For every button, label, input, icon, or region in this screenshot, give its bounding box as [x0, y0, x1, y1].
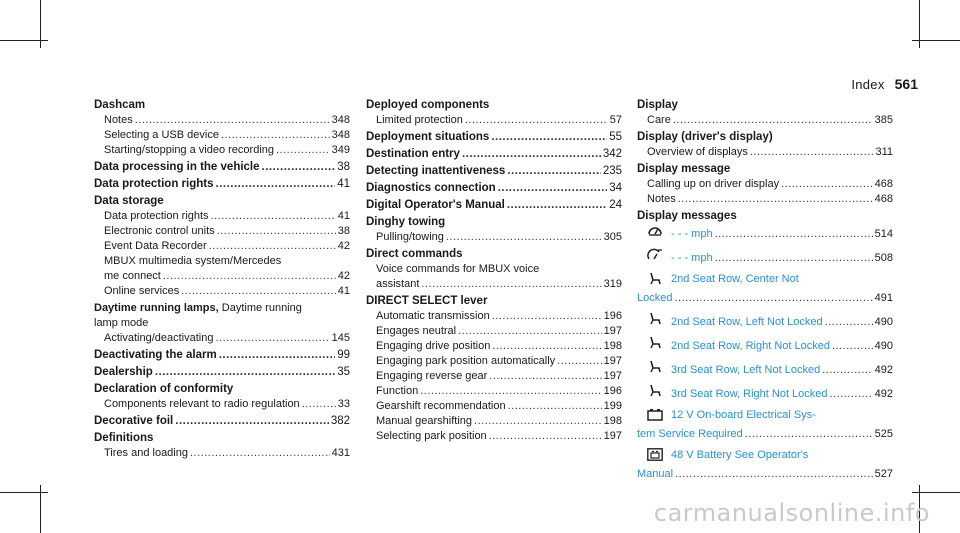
sub-entry[interactable]: me connect ..... 42 — [94, 269, 350, 284]
entry-heading: Definitions — [94, 432, 154, 444]
sub-entry[interactable]: Activating/deactivating ..... 145 — [94, 331, 350, 346]
entry-heading: Deployed components — [366, 99, 490, 111]
index-entry-data-processing[interactable]: Data processing in the vehicle ..... 38 — [94, 160, 350, 175]
page-number: 561 — [894, 76, 918, 92]
index-column-2 — [366, 98, 622, 446]
index-entry-declaration — [94, 382, 350, 412]
entry-heading: Daytime running lamps, Daytime running — [94, 302, 302, 314]
seat-icon — [647, 272, 663, 285]
manual-battery-icon — [647, 448, 663, 461]
seat-icon — [647, 384, 663, 397]
sub-entry-line1[interactable]: Voice commands for MBUX voice — [376, 263, 540, 275]
index-entry-detecting-inattentiveness[interactable]: Detecting inattentiveness ..... 235 — [366, 164, 622, 179]
entry-heading: Dinghy towing — [366, 216, 446, 228]
sub-entry[interactable]: Automatic transmission ..... 196 — [366, 309, 622, 324]
sub-entry[interactable]: Gearshift recommendation ..... 199 — [366, 399, 622, 414]
sub-entry[interactable]: Notes ..... 468 — [637, 192, 893, 207]
sub-entry[interactable]: Engaging drive position ..... 198 — [366, 339, 622, 354]
sub-entry[interactable]: Care ..... 385 — [637, 113, 893, 128]
entry-heading: Display (driver's display) — [637, 131, 773, 143]
entry-heading: Data storage — [94, 195, 164, 207]
index-entry-display-messages — [637, 209, 893, 482]
sub-entry-line1[interactable]: MBUX multimedia system/Mercedes — [104, 255, 282, 267]
sub-entry[interactable]: Engages neutral ..... 197 — [366, 324, 622, 339]
battery-icon — [647, 408, 663, 421]
sub-entry[interactable]: Manual ..... 527 — [637, 467, 893, 482]
sub-entry[interactable]: 3rd Seat Row, Left Not Locked ..... 492 — [637, 360, 893, 378]
sub-entry[interactable]: Limited protection ..... 57 — [366, 113, 622, 128]
sub-entry[interactable]: Overview of displays ..... 311 — [637, 145, 893, 160]
sub-entry[interactable]: 3rd Seat Row, Right Not Locked ..... 492 — [637, 384, 893, 402]
watermark: carmanualsonline.info — [653, 499, 930, 527]
sub-entry[interactable]: Starting/stopping a video recording ..... 349 — [94, 143, 350, 158]
entry-heading: Declaration of conformity — [94, 383, 234, 395]
sub-entry[interactable]: - - - mph ..... 514 — [637, 224, 893, 242]
index-entry-display-message — [637, 162, 893, 207]
index-entry-destination-entry[interactable]: Destination entry ..... 342 — [366, 147, 622, 162]
seat-icon — [647, 360, 663, 373]
sub-entry[interactable]: Selecting park position ..... 197 — [366, 429, 622, 444]
sub-entry[interactable]: Tires and loading ..... 431 — [94, 446, 350, 461]
entry-heading: Display message — [637, 163, 731, 175]
sub-entry[interactable]: Electronic control units ..... 38 — [94, 224, 350, 239]
entry-heading-cont: lamp mode — [94, 317, 149, 329]
sub-entry[interactable]: 2nd Seat Row, Right Not Locked ..... 490 — [637, 336, 893, 354]
index-entry-display-driver — [637, 130, 893, 160]
sub-entry[interactable]: Calling up on driver display ..... 468 — [637, 177, 893, 192]
index-entry-digital-manual[interactable]: Digital Operator's Manual ..... 24 — [366, 198, 622, 213]
index-entry-data-storage — [94, 194, 350, 299]
index-entry-daytime — [94, 301, 350, 346]
index-column-1 — [94, 98, 350, 463]
sub-entry[interactable]: Selecting a USB device ..... 348 — [94, 128, 350, 143]
entry-heading: Display — [637, 99, 678, 111]
index-entry-decorative-foil[interactable]: Decorative foil ..... 382 — [94, 414, 350, 429]
sub-entry[interactable]: Notes ..... 348 — [94, 113, 350, 128]
index-entry-deactivating-alarm[interactable]: Deactivating the alarm ..... 99 — [94, 348, 350, 363]
cruise-control-icon — [647, 224, 663, 237]
sub-entry[interactable]: Event Data Recorder ..... 42 — [94, 239, 350, 254]
index-entry-display — [637, 98, 893, 128]
index-entry-direct-commands — [366, 247, 622, 292]
entry-heading: DIRECT SELECT lever — [366, 295, 488, 307]
sub-entry[interactable]: Manual gearshifting ..... 198 — [366, 414, 622, 429]
sub-entry[interactable]: Locked ..... 491 — [637, 291, 893, 306]
sub-entry[interactable]: Online services ..... 41 — [94, 284, 350, 299]
index-entry-dinghy — [366, 215, 622, 245]
entry-heading: Direct commands — [366, 248, 463, 260]
sub-entry-line1[interactable]: 48 V Battery See Operator's — [637, 448, 893, 463]
sub-entry[interactable]: Components relevant to radio regulation ..... 33 — [94, 397, 350, 412]
crop-mark — [912, 40, 960, 41]
index-entry-diagnostics[interactable]: Diagnostics connection ..... 34 — [366, 181, 622, 196]
crop-mark — [0, 492, 48, 493]
entry-heading: Display messages — [637, 210, 737, 222]
seat-icon — [647, 312, 663, 325]
speed-limiter-icon — [647, 248, 663, 261]
sub-entry[interactable]: Pulling/towing ..... 305 — [366, 230, 622, 245]
sub-entry[interactable]: Data protection rights ..... 41 — [94, 209, 350, 224]
sub-entry[interactable]: 2nd Seat Row, Left Not Locked ..... 490 — [637, 312, 893, 330]
sub-entry[interactable]: assistant ..... 319 — [366, 277, 622, 292]
header-word: Index — [851, 77, 885, 92]
sub-entry[interactable]: Engaging reverse gear ..... 197 — [366, 369, 622, 384]
index-entry-dashcam — [94, 98, 350, 158]
index-entry-data-protection[interactable]: Data protection rights ..... 41 — [94, 177, 350, 192]
sub-entry[interactable]: Engaging park position automatically ..... 197 — [366, 354, 622, 369]
index-entry-direct-select — [366, 294, 622, 444]
sub-entry-line1[interactable]: 2nd Seat Row, Center Not — [637, 272, 893, 287]
sub-entry[interactable]: tem Service Required ..... 525 — [637, 427, 893, 442]
sub-entry[interactable]: Function ..... 196 — [366, 384, 622, 399]
crop-mark — [0, 40, 48, 41]
entry-heading: Dashcam — [94, 99, 146, 111]
index-entry-definitions — [94, 431, 350, 461]
page-header — [851, 76, 918, 92]
seat-icon — [647, 336, 663, 349]
crop-mark — [912, 492, 960, 493]
sub-entry-line1[interactable]: 12 V On-board Electrical Sys- — [637, 408, 893, 423]
index-column-3 — [637, 98, 893, 484]
sub-entry[interactable]: - - - mph ..... 508 — [637, 248, 893, 266]
index-entry-deployed — [366, 98, 622, 128]
index-entry-deployment-situations[interactable]: Deployment situations ..... 55 — [366, 130, 622, 145]
index-entry-dealership[interactable]: Dealership ..... 35 — [94, 365, 350, 380]
